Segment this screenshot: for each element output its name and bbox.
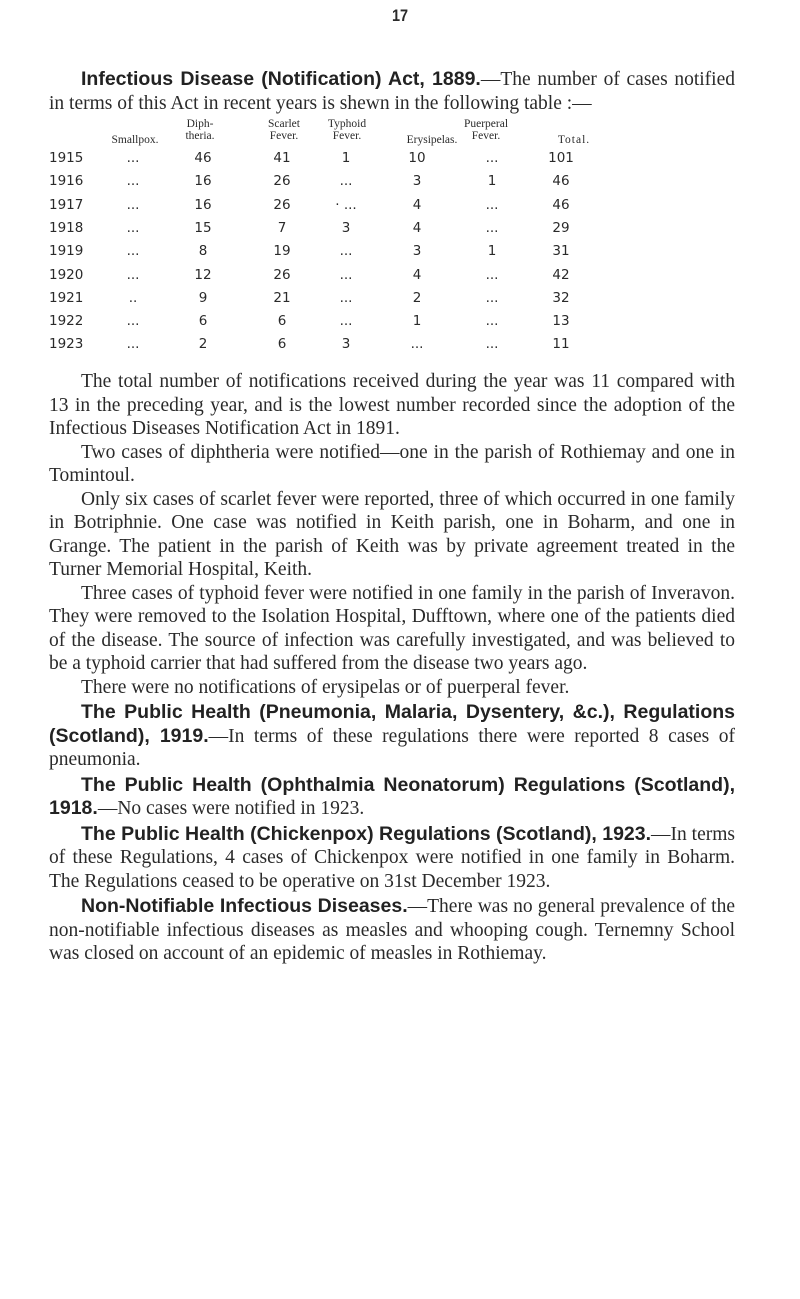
table-cell: 19 <box>273 243 291 260</box>
table-cell: ... <box>410 336 424 353</box>
intro-heading: Infectious Disease (Notification) Act, 1889. <box>81 68 481 90</box>
header-smallpox: Smallpox. <box>111 134 159 146</box>
header-diphtheria: Diph- theria. <box>185 118 215 142</box>
body-paragraph: Three cases of typhoid fever were notified in one family in the parish of Inveravon. They were removed to the Isolation Hospital, Dufftown, where one of the patients died of the disease. The source of infection was carefully investigated, and was believed to be a typhoid carrier that had suffered from the disease two years ago. <box>49 582 735 674</box>
page-body <box>49 68 735 966</box>
notification-table <box>49 119 735 363</box>
regulation-paragraph <box>49 701 735 772</box>
regulation-text: —No cases were notified in 1923. <box>97 798 365 819</box>
table-cell: ... <box>126 150 140 166</box>
header-total: Total. <box>557 134 591 146</box>
table-cell: 13 <box>552 313 570 330</box>
table-cell: 4 <box>412 219 422 236</box>
table-cell: 1 <box>341 150 351 166</box>
table-cell: ... <box>339 266 353 283</box>
regulation-heading: Non-Notifiable Infectious Diseases. <box>81 895 408 917</box>
body-paragraph: Two cases of diphtheria were notified—one in the parish of Rothiemay and one in Tomintoul. <box>49 441 735 486</box>
table-cell: 2 <box>198 336 208 353</box>
table-cell: 3 <box>412 243 422 260</box>
table-cell: 3 <box>412 173 422 190</box>
table-cell: 32 <box>552 289 570 306</box>
table-cell: ... <box>126 196 140 213</box>
header-puerperal-fever: Puerperal Fever. <box>463 118 509 142</box>
regulation-paragraph <box>49 895 735 966</box>
table-cell: 9 <box>198 289 208 306</box>
table-cell: ... <box>485 266 499 283</box>
body-paragraph: The total number of notifications received during the year was 11 compared with 13 in the preceding year, and is the lowest number recorded since the adoption of the Infectious Diseases Notification Act in 1891. <box>49 371 735 439</box>
table-cell: 11 <box>552 336 570 353</box>
table-cell: 42 <box>552 266 570 283</box>
body-paragraph: There were no notifications of erysipelas or of puerperal fever. <box>81 676 570 698</box>
intro-paragraph <box>49 68 735 115</box>
table-cell: ... <box>485 150 499 166</box>
table-cell: ... <box>339 289 353 306</box>
table-cell: 21 <box>273 289 291 306</box>
table-cell: ... <box>485 196 499 213</box>
table-cell: 3 <box>341 336 351 353</box>
table-cell: 1 <box>412 313 422 330</box>
table-cell: 26 <box>273 196 291 213</box>
table-row-year: 1922 <box>49 313 84 330</box>
regulation-heading: The Public Health (Ophthalmia Neonatorum) Regulations (Scotland), 1918. <box>49 773 735 819</box>
header-scarlet-fever: Scarlet Fever. <box>268 118 300 142</box>
table-row-year: 1918 <box>49 219 84 236</box>
table-cell: ... <box>485 313 499 330</box>
body-paragraph: Only six cases of scarlet fever were reported, three of which occurred in one family in Botriphnie. One case was notified in Keith parish, one in Boharm, and one in Grange. The patient in the parish of Keith was by private agreement treated in the Turner Memorial Hospital, Keith. <box>49 488 735 580</box>
table-cell: 29 <box>552 219 570 236</box>
table-cell: ... <box>126 313 140 330</box>
table-cell: 46 <box>552 196 570 213</box>
table-cell: 16 <box>194 173 212 190</box>
table-cell: 7 <box>277 219 287 236</box>
table-cell: 41 <box>273 150 291 166</box>
table-cell: 26 <box>273 266 291 283</box>
table-cell: ... <box>126 173 140 190</box>
table-row-year: 1915 <box>49 150 84 166</box>
regulation-heading: The Public Health (Chickenpox) Regulations (Scotland), 1923. <box>81 822 652 845</box>
report-paragraphs <box>49 370 735 966</box>
table-cell: ... <box>126 243 140 260</box>
table-cell: 12 <box>194 266 212 283</box>
intro-text: —The number of cases notified in terms of this Act in recent years is shewn in the following table :— <box>49 69 735 114</box>
table-cell: 1 <box>487 173 497 190</box>
page-number: 17 <box>391 6 409 25</box>
table-cell: 6 <box>277 336 287 353</box>
table-cell: ... <box>126 336 140 353</box>
table-cell: ... <box>339 243 353 260</box>
regulation-heading: The Public Health (Pneumonia, Malaria, Dysentery, &c.), Regulations (Scotland), 1919. <box>49 701 735 747</box>
table-row-year: 1920 <box>49 266 84 283</box>
table-cell: ... <box>485 289 499 306</box>
table-cell: 3 <box>341 219 351 236</box>
table-cell: 46 <box>552 173 570 190</box>
header-erysipelas: Erysipelas. <box>406 134 458 146</box>
table-row-year: 1916 <box>49 173 84 190</box>
table-cell: 1 <box>487 243 497 260</box>
regulation-text: —In terms of these regulations there were reported 8 cases of pneumonia. <box>49 725 736 770</box>
table-cell: ... <box>339 173 353 190</box>
regulation-text: —In terms of these Regulations, 4 cases of Chickenpox were notified in one family in Boharm. The Regulations ceased to be operative on 31st December 1923. <box>49 823 735 892</box>
table-row-year: 1923 <box>49 336 84 353</box>
table-cell: 6 <box>198 313 208 330</box>
table-cell: .. <box>128 289 138 306</box>
table-cell: · ... <box>335 196 357 213</box>
table-cell: 101 <box>548 150 574 166</box>
table-cell: 4 <box>412 266 422 283</box>
table-cell: 16 <box>194 196 212 213</box>
table-cell: ... <box>339 313 353 330</box>
regulation-paragraph <box>49 774 735 821</box>
table-row-year: 1917 <box>49 196 84 213</box>
header-typhoid-fever: Typhoid Fever. <box>327 118 367 142</box>
table-cell: 46 <box>194 150 212 166</box>
table-row-year: 1921 <box>49 289 84 306</box>
table-cell: 26 <box>273 173 291 190</box>
table-cell: 10 <box>408 150 426 166</box>
table-cell: 4 <box>412 196 422 213</box>
table-row-year: 1919 <box>49 243 84 260</box>
table-cell: 15 <box>194 219 212 236</box>
table-cell: ... <box>485 219 499 236</box>
regulation-text: —There was no general prevalence of the non-notifiable infectious diseases as measles and whooping cough. Ternemny School was closed on account of an epidemic of measles in Rothiemay. <box>49 896 736 964</box>
table-cell: 6 <box>277 313 287 330</box>
table-cell: 8 <box>198 243 208 260</box>
table-cell: ... <box>126 266 140 283</box>
regulation-paragraph <box>49 823 735 894</box>
table-cell: 2 <box>412 289 422 306</box>
table-cell: 31 <box>552 243 570 260</box>
table-cell: ... <box>126 219 140 236</box>
table-cell: ... <box>485 336 499 353</box>
